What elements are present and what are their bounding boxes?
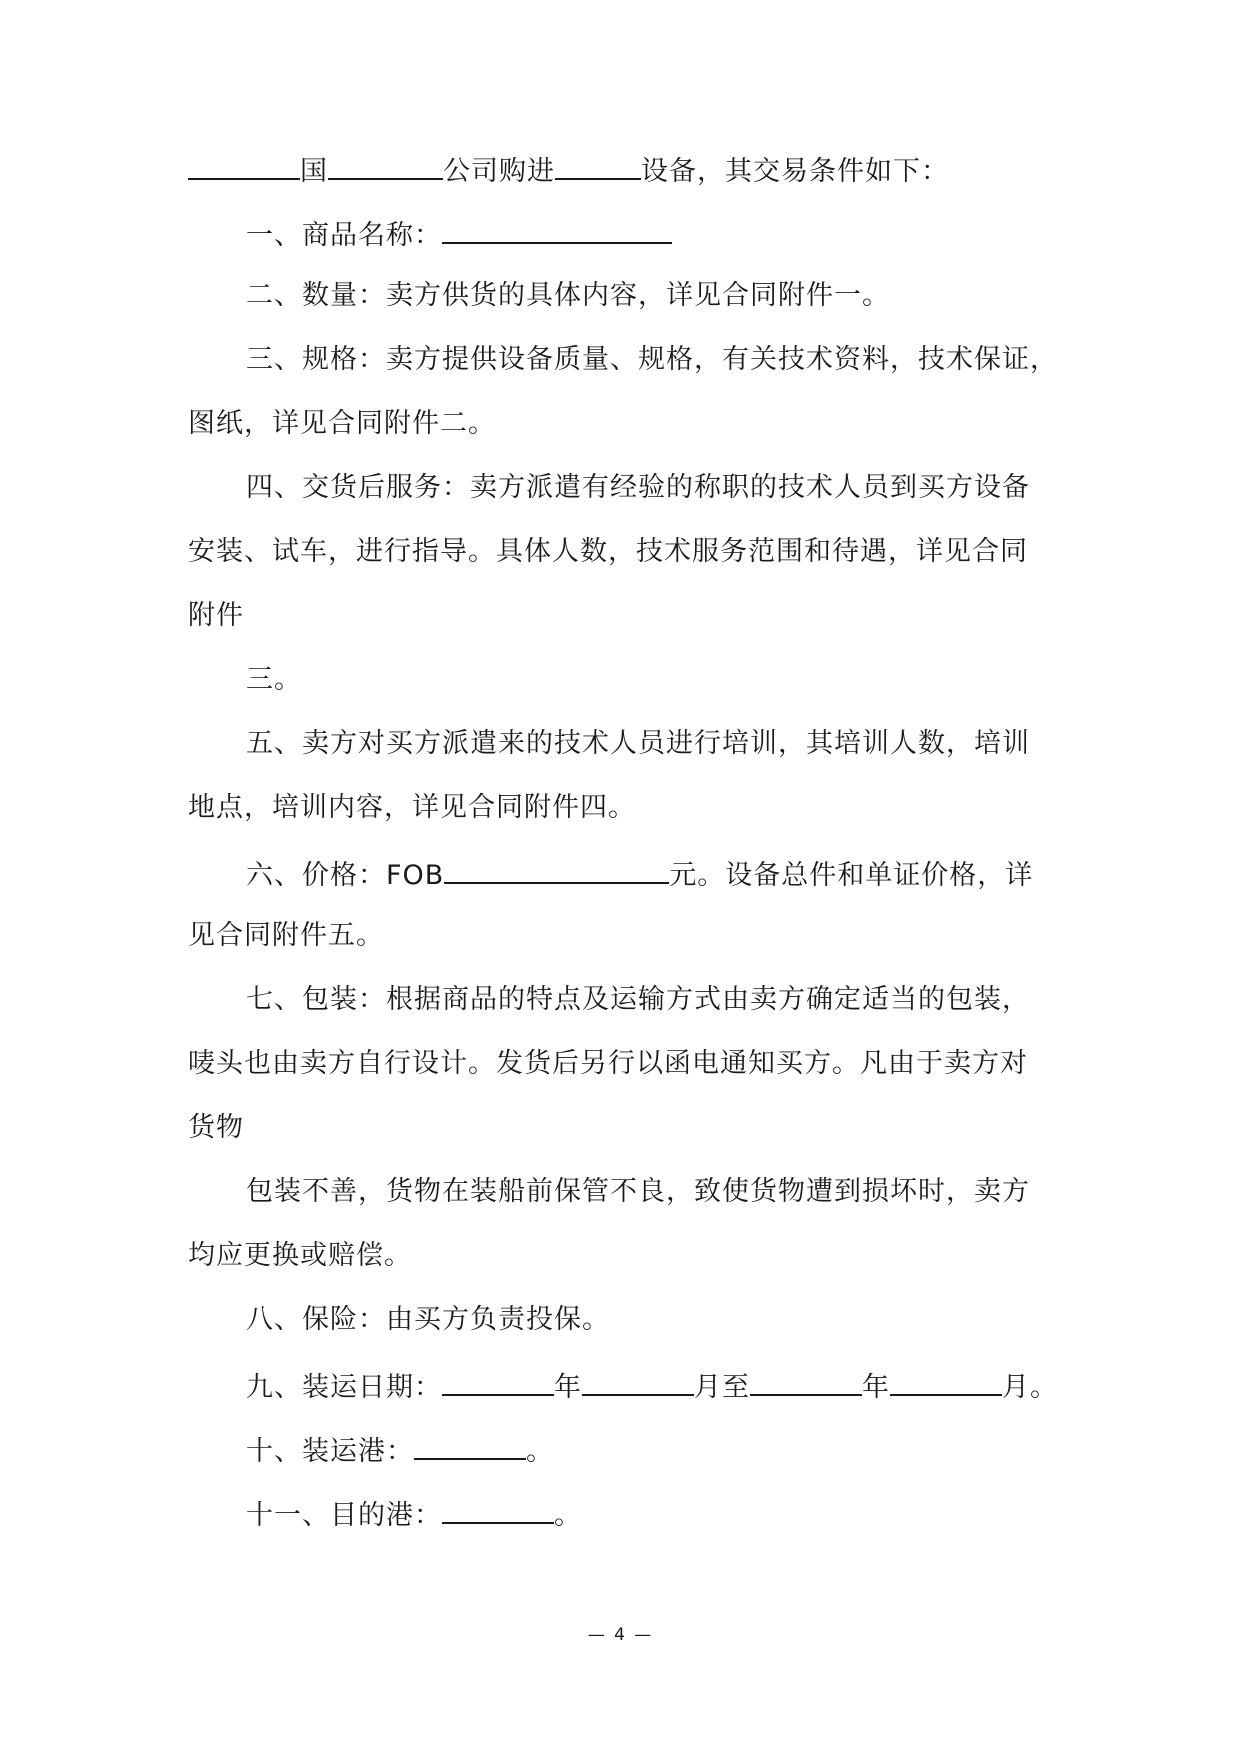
clause-9: 九、装运日期： 年 月至 年 月。 xyxy=(0,1366,1241,1406)
blank-start-month[interactable] xyxy=(582,1366,694,1396)
clause-5-line-1: 五、卖方对买方派遣来的技术人员进行培训，其培训人数，培训 xyxy=(246,728,1030,759)
clause-6-line-2: 见合同附件五。 xyxy=(188,920,384,951)
clause-1: 一、商品名称： xyxy=(0,214,1241,254)
clause-7-line-4: 包装不善，货物在装船前保管不良，致使货物遭到损坏时，卖方 xyxy=(246,1176,1030,1207)
clause-6-line-1: 六、价格：FOB 元。设备总件和单证价格，详 xyxy=(0,854,1241,894)
blank-company[interactable] xyxy=(328,150,443,180)
clause-4-line-1: 四、交货后服务：卖方派遣有经验的称职的技术人员到买方设备 xyxy=(246,472,1030,503)
intro-line: 国 公司购进 设备，其交易条件如下： xyxy=(0,150,1241,190)
page-number: — 4 — xyxy=(587,1625,654,1645)
clause-7-line-1: 七、包装：根据商品的特点及运输方式由卖方确定适当的包装， xyxy=(246,984,1030,1015)
clause-5-line-2: 地点，培训内容，详见合同附件四。 xyxy=(188,792,636,823)
blank-end-month[interactable] xyxy=(890,1366,1002,1396)
clause-3-line-1: 三、规格：卖方提供设备质量、规格，有关技术资料，技术保证， xyxy=(246,344,1058,375)
clause-2: 二、数量：卖方供货的具体内容，详见合同附件一。 xyxy=(246,280,890,311)
blank-equipment[interactable] xyxy=(555,150,641,180)
clause-10: 十、装运港： 。 xyxy=(0,1430,1241,1470)
clause-7-line-5: 均应更换或赔偿。 xyxy=(188,1240,412,1271)
blank-destination-port[interactable] xyxy=(442,1494,554,1524)
clause-3-line-2: 图纸，详见合同附件二。 xyxy=(188,408,496,439)
clause-11: 十一、目的港： 。 xyxy=(0,1494,1241,1534)
blank-end-year[interactable] xyxy=(750,1366,862,1396)
clause-4-line-4: 三。 xyxy=(246,664,302,695)
clause-7-line-3: 货物 xyxy=(188,1112,244,1143)
clause-4-line-3: 附件 xyxy=(188,600,244,631)
clause-8: 八、保险：由买方负责投保。 xyxy=(246,1304,610,1335)
blank-country[interactable] xyxy=(188,150,300,180)
clause-4-line-2: 安装、试车，进行指导。具体人数，技术服务范围和待遇，详见合同 xyxy=(188,536,1028,567)
clause-7-line-2: 唛头也由卖方自行设计。发货后另行以函电通知买方。凡由于卖方对 xyxy=(188,1048,1028,1079)
blank-loading-port[interactable] xyxy=(414,1430,526,1460)
blank-product-name[interactable] xyxy=(442,214,672,244)
blank-fob-price[interactable] xyxy=(444,854,669,884)
blank-start-year[interactable] xyxy=(442,1366,554,1396)
